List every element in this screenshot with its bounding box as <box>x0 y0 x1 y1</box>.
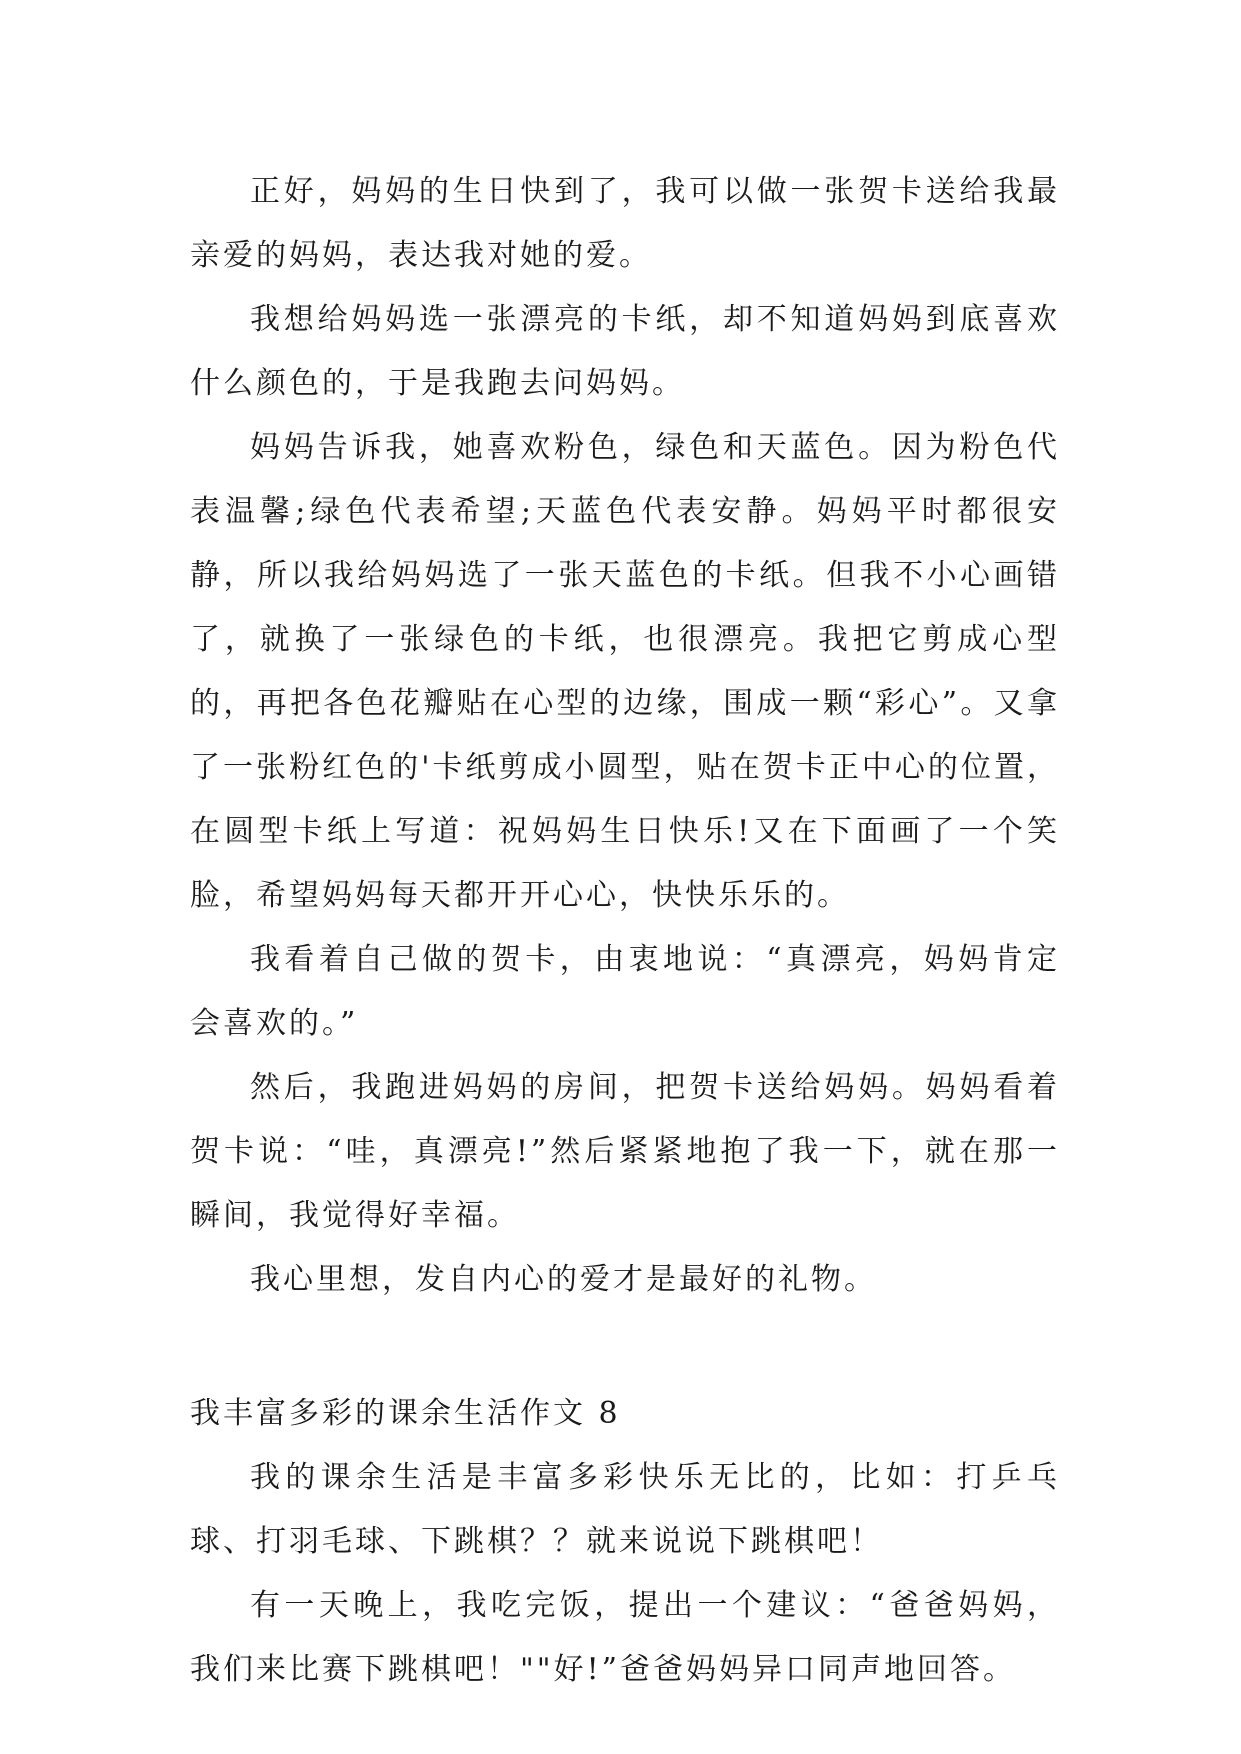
paragraph: 我心里想，发自内心的爱才是最好的礼物。 <box>250 1262 877 1297</box>
paragraph: 妈妈告诉我，她喜欢粉色，绿色和天蓝色。因为粉色代表温馨;绿色代表希望;天蓝色代表安静。妈妈平时都很安静，所以我给妈妈选了一张天蓝色的卡纸。但我不小心画错了，就换了一张绿色的卡纸，也很漂亮。我把它剪成心型的，再把各色花瓣贴在心型的边缘，围成一颗“彩心”。又拿了一张粉红色的'卡纸剪成小圆型，贴在贺卡正中心的位置，在圆型卡纸上写道：祝妈妈生日快乐!又在下面画了一个笑脸，希望妈妈每天都开开心心，快快乐乐的。 <box>190 430 1060 913</box>
paragraph: 我看着自己做的贺卡，由衷地说：“真漂亮，妈妈肯定会喜欢的。” <box>190 942 1060 1041</box>
document-body <box>190 160 1060 1702</box>
paragraph: 有一天晚上，我吃完饭，提出一个建议：“爸爸妈妈，我们来比赛下跳棋吧！""好!”爸爸妈妈异口同声地回答。 <box>190 1588 1060 1687</box>
section-title: 我丰富多彩的课余生活作文 8 <box>190 1396 621 1431</box>
paragraph: 正好，妈妈的生日快到了，我可以做一张贺卡送给我最亲爱的妈妈，表达我对她的爱。 <box>190 174 1060 273</box>
paragraph: 然后，我跑进妈妈的房间，把贺卡送给妈妈。妈妈看着贺卡说：“哇，真漂亮!”然后紧紧地抱了我一下，就在那一瞬间，我觉得好幸福。 <box>190 1070 1060 1233</box>
paragraph: 我的课余生活是丰富多彩快乐无比的，比如：打乒乓球、打羽毛球、下跳棋？？就来说说下跳棋吧！ <box>190 1460 1060 1559</box>
paragraph: 我想给妈妈选一张漂亮的卡纸，却不知道妈妈到底喜欢什么颜色的，于是我跑去问妈妈。 <box>190 302 1060 401</box>
